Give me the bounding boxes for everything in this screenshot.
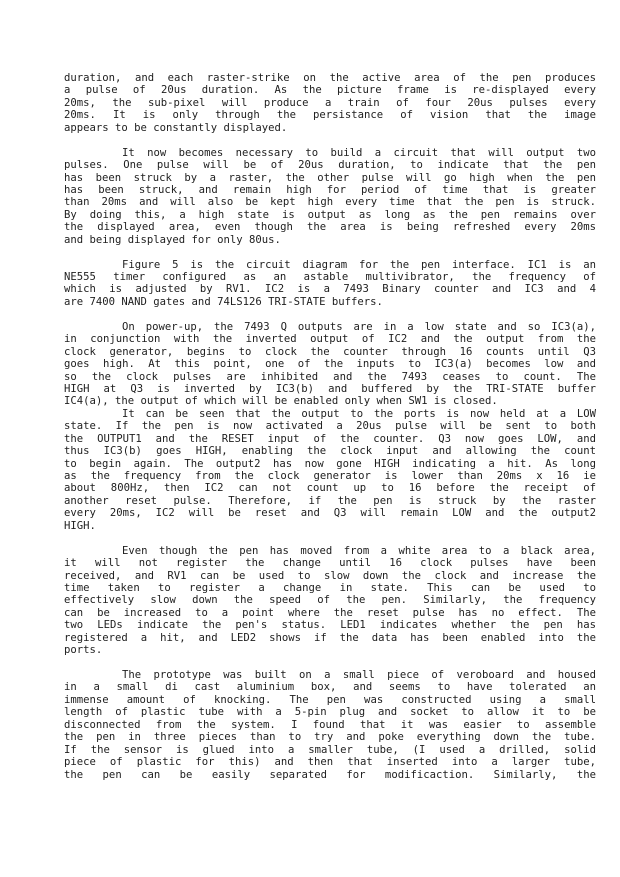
paragraph — [64, 321, 596, 408]
text-line: HIGH at Q3 is inverted by IC3(b) and buffered by the TRI-STATE buffer — [64, 382, 596, 395]
text-line: in conjunction with the inverted output of IC2 and the output from the — [64, 333, 596, 346]
text-line: disconnected from the system. I found that it was easier to assemble — [64, 718, 596, 731]
text-line: can be increased to a point where the reset pulse has no effect. The — [64, 606, 596, 619]
text-line: received, and RV1 can be used to slow down the clock and increase the — [64, 569, 596, 582]
text-line: On power-up, the 7493 Q outputs are in a low state and so IC3(a), — [122, 320, 596, 333]
text-line: duration, and each raster-strike on the active area of the pen produces — [64, 72, 596, 84]
text-line: the OUTPUT1 and the RESET input of the counter. Q3 now goes LOW, and — [64, 432, 596, 445]
text-line: are 7400 NAND gates and 74LS126 TRI-STATE buffers. — [64, 295, 383, 308]
text-line: It now becomes necessary to build a circuit that will output two — [122, 146, 596, 159]
text-line: ports. — [64, 644, 103, 657]
text-line: the pen can be easily separated for modificaction. Similarly, the — [64, 768, 596, 781]
text-line: length of plastic tube with a 5-pin plug and socket to allow it to be — [64, 706, 596, 719]
paragraph — [64, 72, 596, 134]
text-line: HIGH. — [64, 519, 96, 532]
text-line: Figure 5 is the circuit diagram for the pen interface. IC1 is an — [122, 258, 596, 271]
document-page — [64, 72, 596, 793]
text-line: appears to be constantly displayed. — [64, 121, 288, 134]
text-line: a pulse of 20us duration. As the picture frame is re-displayed every — [64, 84, 596, 97]
text-line: clock generator, begins to clock the counter through 16 counts until Q3 — [64, 345, 596, 358]
text-line: than 20ms and will also be kept high every time that the pen is struck. — [64, 196, 596, 209]
paragraph — [64, 408, 596, 532]
text-line: pulses. One pulse will be of 20us duration, to indicate that the pen — [64, 159, 596, 172]
text-line: has been struck by a raster, the other pulse will go high when the pen — [64, 171, 596, 184]
text-line: Even though the pen has moved from a white area to a black area, — [122, 544, 596, 557]
text-line: the displayed area, even though the area is being refreshed every 20ms — [64, 221, 596, 234]
text-line: in a small di cast aluminium box, and seems to have tolerated an — [64, 681, 596, 694]
text-line: and being displayed for only 80us. — [64, 233, 281, 246]
text-line: The prototype was built on a small piece of veroboard and housed — [122, 669, 596, 681]
text-line: IC4(a), the output of which will be enabled only when SW1 is closed. — [64, 395, 498, 408]
text-line: 20ms. It is only through the persistance of vision that the image — [64, 109, 596, 122]
text-line: it will not register the change until 16 clock pulses have been — [64, 557, 596, 570]
paragraph — [64, 147, 596, 247]
text-line: It can be seen that the output to the ports is now held at a LOW — [122, 407, 596, 420]
text-line: goes high. At this point, one of the inputs to IC3(a) becomes low and — [64, 358, 596, 371]
text-line: immense amount of knocking. The pen was constructed using a small — [64, 693, 596, 706]
text-line: If the sensor is glued into a smaller tube, (I used a drilled, solid — [64, 743, 596, 756]
text-line: so the clock pulses are inhibited and the 7493 ceases to count. The — [64, 370, 596, 383]
text-line: By doing this, a high state is output as long as the pen remains over — [64, 208, 596, 221]
text-line: every 20ms, IC2 will be reset and Q3 will remain LOW and the output2 — [64, 507, 596, 520]
text-line: thus IC3(b) goes HIGH, enabling the clock input and allowing the count — [64, 445, 596, 458]
text-line: to begin again. The output2 has now gone HIGH indicating a hit. As long — [64, 457, 596, 470]
text-line: 20ms, the sub-pixel will produce a train of four 20us pulses every — [64, 96, 596, 109]
text-line: which is adjusted by RV1. IC2 is a 7493 Binary counter and IC3 and 4 — [64, 283, 596, 296]
paragraph — [64, 259, 596, 309]
text-line: registered a hit, and LED2 shows if the data has been enabled into the — [64, 631, 596, 644]
text-line: about 800Hz, then IC2 can not count up to 16 before the receipt of — [64, 482, 596, 495]
text-line: two LEDs indicate the pen's status. LED1 indicates whether the pen has — [64, 619, 596, 632]
paragraph — [64, 545, 596, 657]
text-line: another reset pulse. Therefore, if the pen is struck by the raster — [64, 494, 596, 507]
text-line: has been struck, and remain high for period of time that is greater — [64, 183, 596, 196]
text-line: as the frequency from the clock generator is lower than 20ms x 16 ie — [64, 470, 596, 482]
text-line: state. If the pen is now activated a 20us pulse will be sent to both — [64, 420, 596, 433]
paragraph — [64, 669, 596, 781]
text-line: the pen in three pieces than to try and poke everything down the tube. — [64, 731, 596, 744]
text-line: time taken to register a change in state. This can be used to — [64, 581, 596, 594]
text-line: piece of plastic for this) and then that inserted into a larger tube, — [64, 756, 596, 769]
text-line: effectively slow down the speed of the pen. Similarly, the frequency — [64, 594, 596, 607]
text-line: NE555 timer configured as an astable multivibrator, the frequency of — [64, 271, 596, 283]
